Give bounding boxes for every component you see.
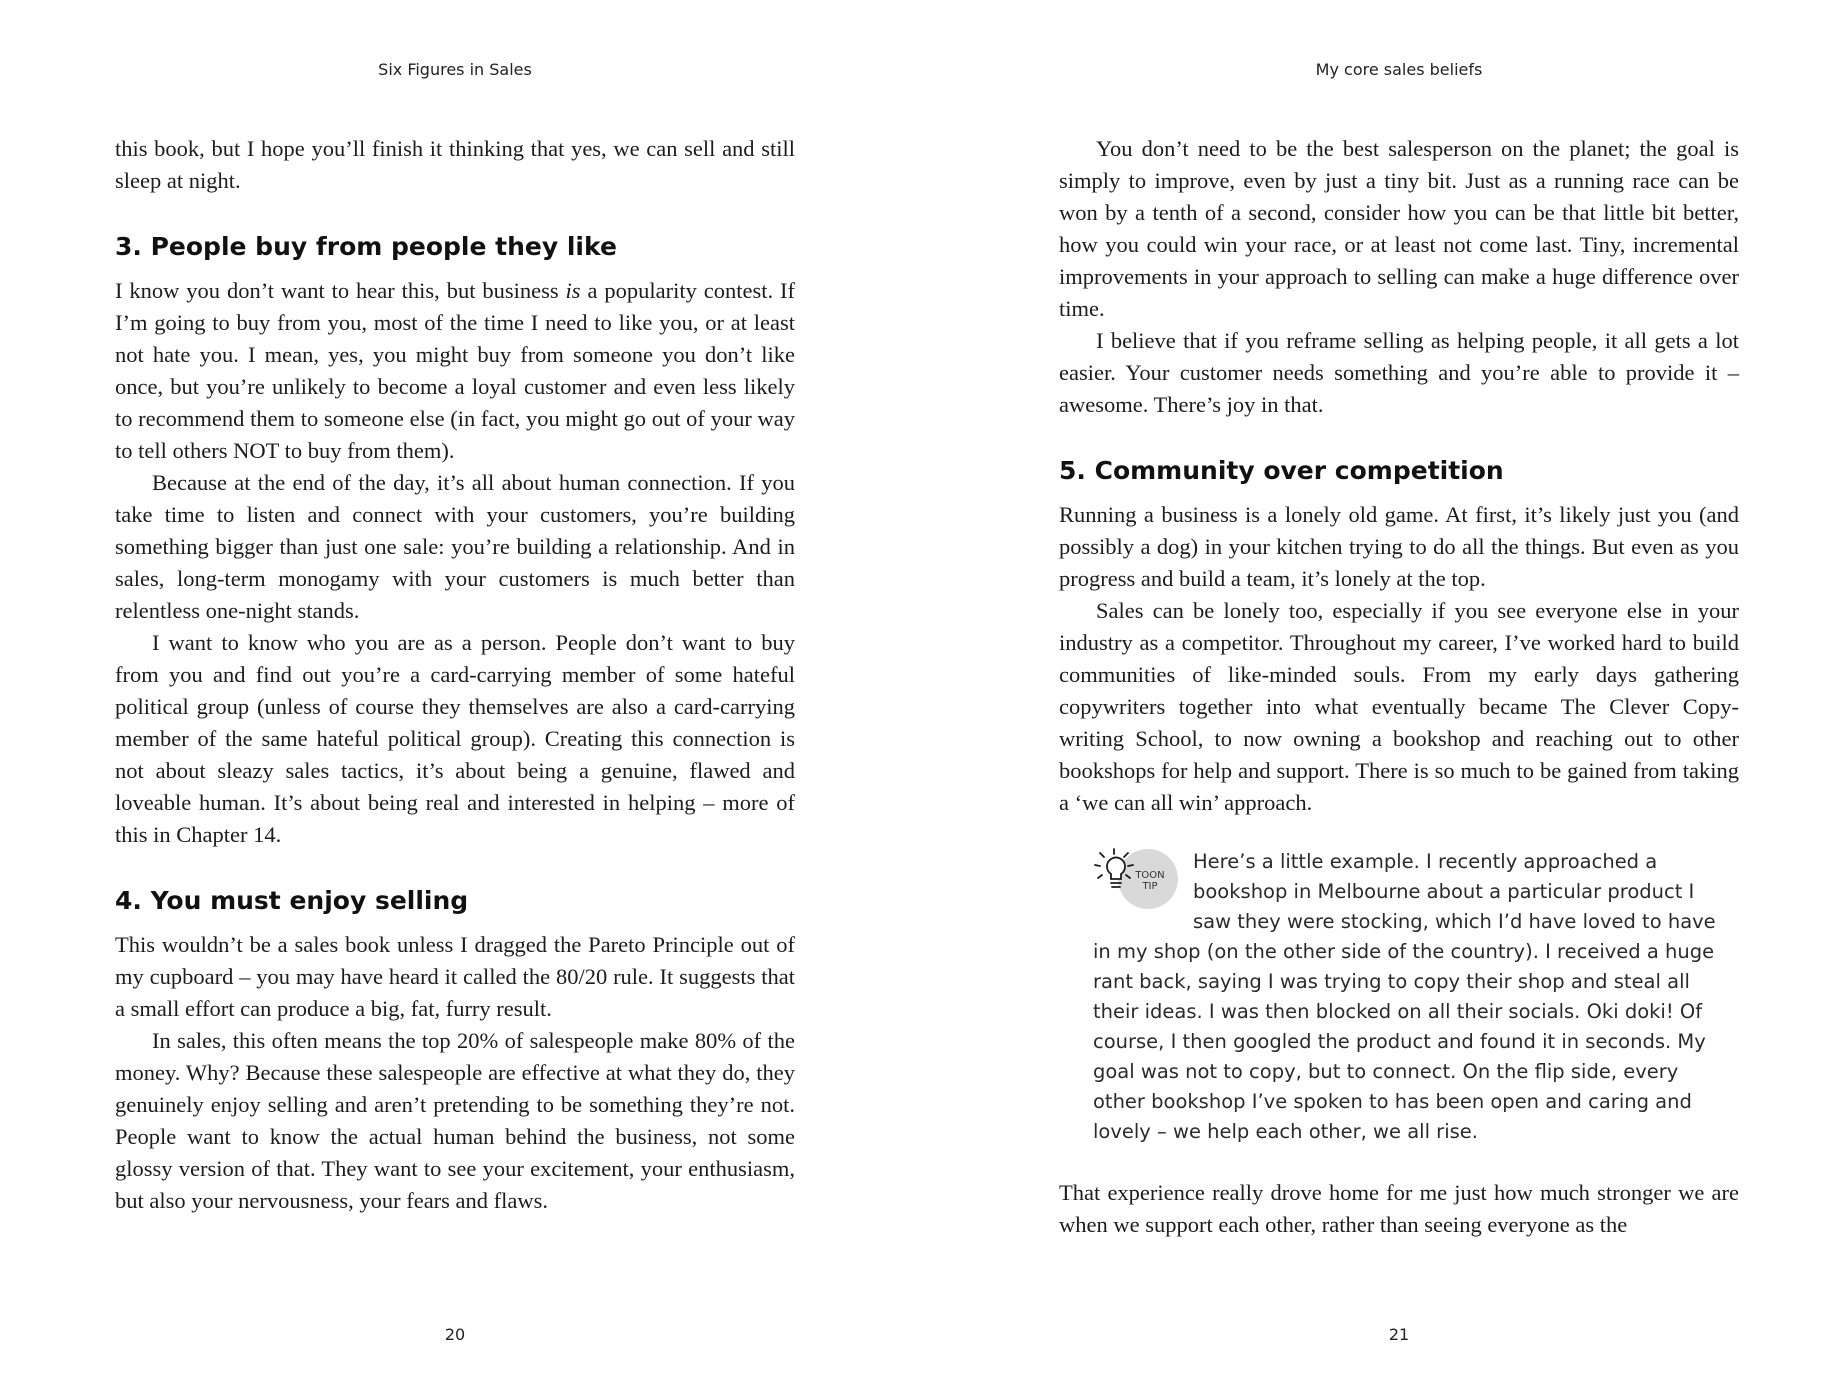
toon-tip-badge [1093, 847, 1189, 909]
toon-tip-box [1093, 847, 1725, 1147]
running-head-left: Six Figures in Sales [378, 60, 532, 79]
paragraph-continued: this book, but I hope you’ll finish it thinking that yes, we can sell and still sleep at night. [115, 136, 795, 193]
toon-tip-label-1: TOON [1135, 870, 1165, 881]
toon-tip-label-2: TIP [1142, 881, 1158, 892]
paragraph-top-salespeople: In sales, this often means the top 20% of salespeople make 80% of the money. Why? Because these salespeople are effective at what they do, they genuinely enjoy selling and aren’t pretending to be something they’re not. People want to know the actual human behind the business, not some glossy version of that. They want to see your excitement, your enthusiasm, but also your nervousness, your fears and flaws. [115, 1028, 795, 1213]
heading-community-over-competition: 5. Community over competition [1059, 456, 1504, 485]
lightbulb-icon [1093, 847, 1189, 909]
running-head-right: My core sales beliefs [1315, 60, 1483, 79]
paragraph-improve: You don’t need to be the best salesperson on the planet; the goal is simply to improve, even by just a tiny bit. Just as a running race can be won by a tenth of a second, consider how you can be that little bit better, how you could win your race, or at least not come last. Tiny, incremental improvements in your approach to selling can make a huge difference over time. [1059, 136, 1739, 321]
paragraph-communities: Sales can be lonely too, especially if you see everyone else in your industry as a competitor. Throughout my career, I’ve worked hard to build communities of like-minded souls. From my early days gathering copywriters together into what eventually became The Clever Copy-writing School, to now owning a bookshop and reaching out to other bookshops for help and support. There is so much to be gained from taking a ‘we can all win’ approach. [1059, 598, 1739, 815]
paragraph-experience: That experience really drove home for me just how much stronger we are when we support each other, rather than seeing everyone as the [1059, 1180, 1739, 1237]
heading-people-buy-from-people: 3. People buy from people they like [115, 232, 617, 261]
paragraph-popularity-contest: I know you don’t want to hear this, but business is a popularity contest. If I’m going to buy from you, most of the time I need to like you, or at least not hate you. I mean, yes, you might buy from someone you don’t like once, but you’re unlikely to become a loyal customer and even less likely to recommend them to someone else (in fact, you might go out of your way to tell others NOT to buy from them). [115, 278, 795, 463]
left-page-body [115, 133, 795, 1217]
toon-tip-text: Here’s a little example. I recently approached a bookshop in Melbourne about a particular product I saw they were stocking, which I’d have loved to have in my shop (on the other side of the country). I received a huge rant back, saying I was trying to copy their shop and steal all their ideas. I was then blocked on all their socials. Oki doki! Of course, I then googled the product and found it in seconds. My goal was not to copy, but to connect. On the flip side, every other bookshop I’ve spoken to has been open and caring and lovely – we help each other, we all rise. [1093, 850, 1716, 1143]
paragraph-reframe-selling: I believe that if you reframe selling as helping people, it all gets a lot easier. Your customer needs something and you’re able to provide it – awesome. There’s joy in that. [1059, 328, 1739, 417]
page-number-right: 21 [1388, 1325, 1410, 1344]
paragraph-who-you-are: I want to know who you are as a person. People don’t want to buy from you and find out you’re a card-carrying member of some hateful political group (unless of course they themselves are also a card-carrying member of the same hateful political group). Creating this connection is not about sleazy sales tactics, it’s about being a genuine, flawed and loveable human. It’s about being real and interested in helping – more of this in Chapter 14. [115, 630, 795, 847]
left-page [115, 0, 795, 1400]
paragraph-lonely-game: Running a business is a lonely old game. At first, it’s likely just you (and possibly a dog) in your kitchen trying to do all the things. But even as you progress and build a team, it’s lonely at the top. [1059, 502, 1739, 591]
emphasis-is: is [565, 278, 581, 303]
page-number-left: 20 [444, 1325, 466, 1344]
heading-enjoy-selling: 4. You must enjoy selling [115, 886, 469, 915]
paragraph-human-connection: Because at the end of the day, it’s all about human connection. If you take time to listen and connect with your customers, you’re building something bigger than just one sale: you’re building a relationship. And in sales, long-term monogamy with your customers is much better than relentless one-night stands. [115, 470, 795, 623]
right-page [1059, 0, 1739, 1400]
paragraph-pareto: This wouldn’t be a sales book unless I dragged the Pareto Principle out of my cupboard – you may have heard it called the 80/20 rule. It suggests that a small effort can produce a big, fat, furry result. [115, 932, 795, 1021]
right-page-body [1059, 133, 1739, 1241]
